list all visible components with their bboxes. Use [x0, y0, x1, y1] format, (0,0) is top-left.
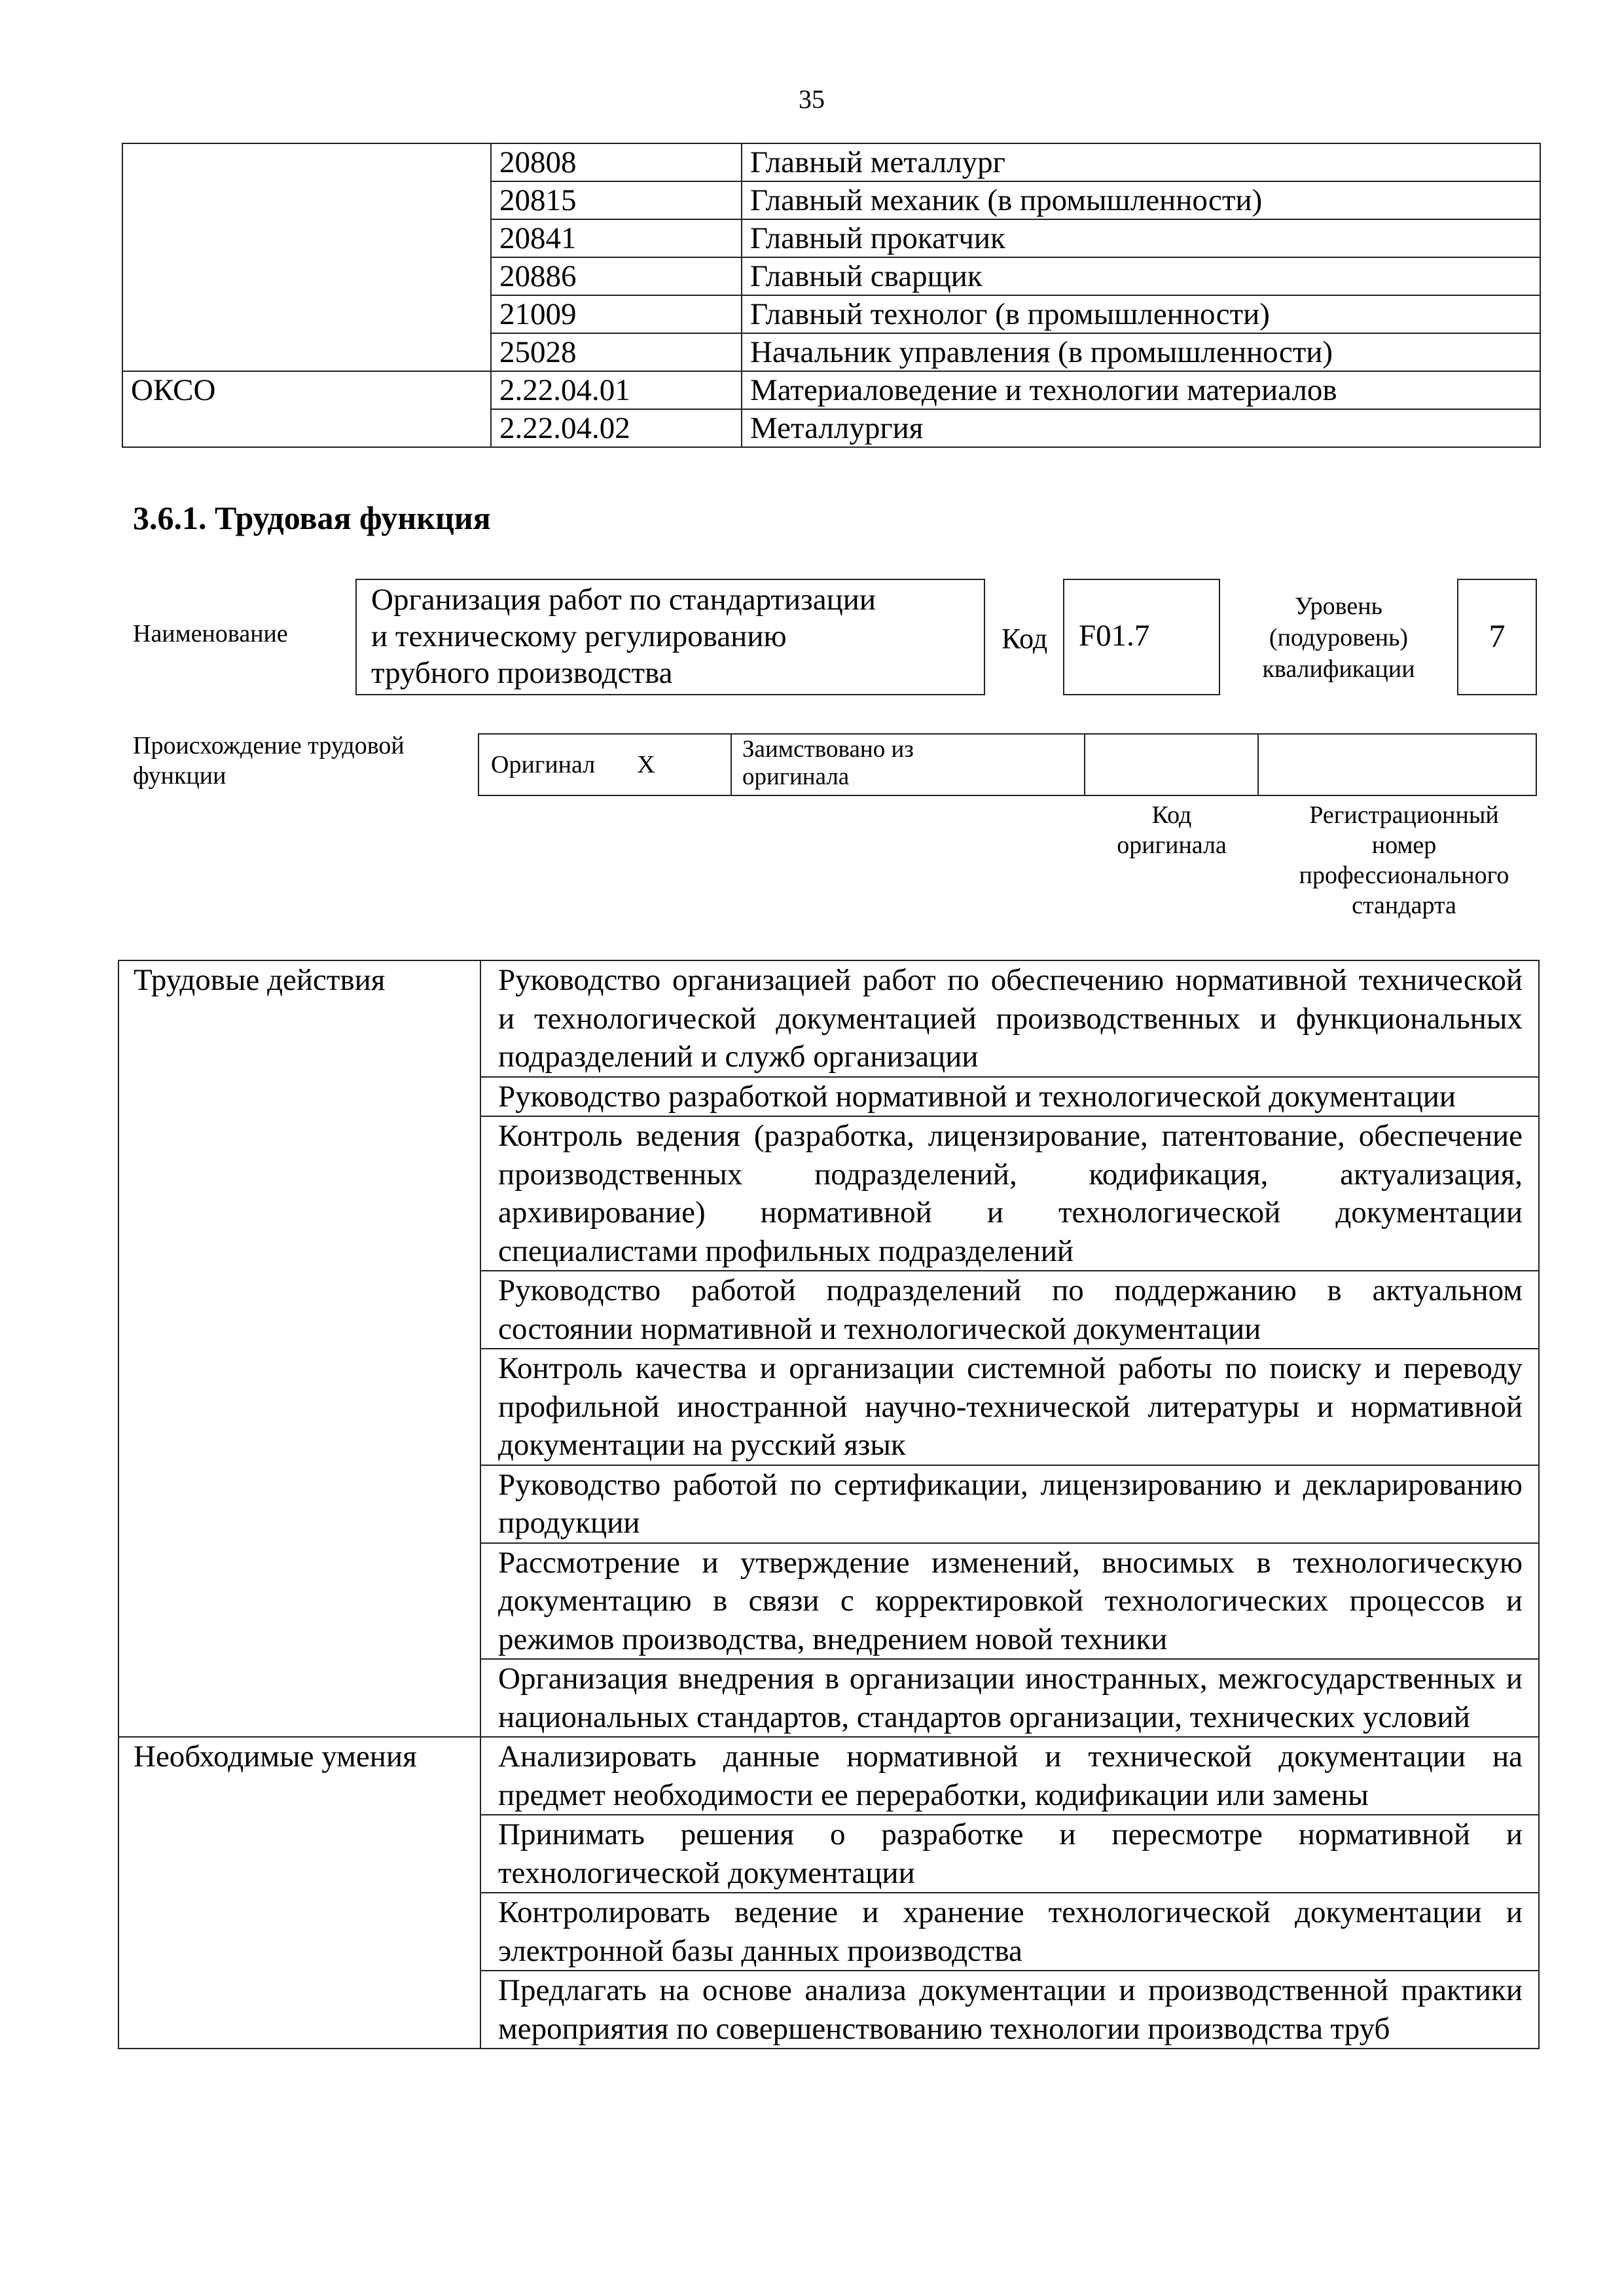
- caption-line: профессионального: [1299, 862, 1509, 889]
- table-row: [118, 1737, 1539, 1815]
- origin-borrowed-cell: [731, 734, 1085, 795]
- caption-line: Код: [1151, 801, 1192, 829]
- registration-number-caption: [1267, 800, 1542, 920]
- okz-code-cell: 25028: [491, 333, 742, 371]
- okz-title-cell: Главный технолог (в промышленности): [742, 295, 1540, 333]
- qualification-level-box: 7: [1457, 579, 1537, 695]
- table-row: [122, 143, 1540, 181]
- section-heading: 3.6.1. Трудовая функция: [133, 500, 491, 536]
- labor-action-item: Рассмотрение и утверждение изменений, вносимых в технологическую документацию в связи с корректировкой технологических процессов и режимов производства, внедрением новой техники: [480, 1543, 1539, 1660]
- labor-action-item: Контроль качества и организации системной работы по поиску и переводу профильной иностранной научно-технической литературы и нормативной документации на русский язык: [480, 1349, 1539, 1465]
- origin-original-cell: [478, 734, 731, 795]
- labor-action-item: Руководство разработкой нормативной и технологической документации: [480, 1077, 1539, 1117]
- labor-action-item: Руководство работой по сертификации, лицензированию и декларированию продукции: [480, 1465, 1539, 1543]
- okz-code-cell: 20886: [491, 257, 742, 295]
- page-number: 35: [799, 84, 825, 114]
- qualification-level-label: [1231, 591, 1447, 685]
- origin-label-line: Происхождение трудовой: [133, 732, 405, 759]
- required-skill-item: Анализировать данные нормативной и технической документации на предмет необходимости ее переработки, кодификации или замены: [480, 1737, 1539, 1815]
- okz-title-cell: Главный механик (в промышленности): [742, 181, 1540, 219]
- borrowed-line: Заимствовано из: [742, 736, 914, 763]
- caption-line: Регистрационный: [1309, 801, 1499, 829]
- required-skills-label: Необходимые умения: [118, 1737, 480, 2049]
- labor-actions-label: Трудовые действия: [118, 960, 480, 1737]
- level-label-line: квалификации: [1262, 655, 1415, 683]
- okso-code-cell: 2.22.04.02: [491, 409, 742, 447]
- okz-title-cell: Начальник управления (в промышленности): [742, 333, 1540, 371]
- labor-action-item: Организация внедрения в организации иностранных, межгосударственных и национальных стандартов, стандартов организации, технических условий: [480, 1659, 1539, 1737]
- labor-action-item: Контроль ведения (разработка, лицензирование, патентование, обеспечение производственных подразделений, кодификация, актуализация, архивирование) нормативной и технологической документации специалистами профильных подразделений: [480, 1116, 1539, 1271]
- level-label-line: (подуровень): [1269, 624, 1409, 651]
- labor-function-table: [118, 960, 1540, 2049]
- borrowed-line: оригинала: [742, 763, 850, 790]
- required-skill-item: Принимать решения о разработке и пересмотре нормативной и технологической документации: [480, 1815, 1539, 1893]
- okso-group-cell: ОКСО: [122, 371, 491, 447]
- function-name-line: трубного производства: [371, 656, 673, 690]
- okz-title-cell: Главный прокатчик: [742, 219, 1540, 257]
- origin-label-line: функции: [133, 762, 226, 790]
- labor-action-item: Руководство работой подразделений по поддержанию в актуальном состоянии нормативной и технологической документации: [480, 1271, 1539, 1349]
- code-value-box: F01.7: [1063, 579, 1220, 695]
- function-name-line: и техническому регулированию: [371, 619, 787, 653]
- caption-line: номер: [1371, 831, 1437, 859]
- okso-code-cell: 2.22.04.01: [491, 371, 742, 409]
- function-name-line: Организация работ по стандартизации: [371, 583, 876, 617]
- code-label: Код: [1001, 623, 1048, 655]
- okz-code-cell: 20841: [491, 219, 742, 257]
- okz-code-cell: 20808: [491, 143, 742, 181]
- okz-okso-table: [122, 143, 1541, 448]
- labor-action-item: Руководство организацией работ по обеспечению нормативной технической и технологической документацией производственных и функциональных подразделений и служб организации: [480, 960, 1539, 1077]
- caption-line: стандарта: [1352, 892, 1456, 919]
- origin-original-label: Оригинал: [491, 751, 596, 778]
- okz-code-cell: 21009: [491, 295, 742, 333]
- origin-label: [133, 731, 405, 791]
- required-skill-item: Предлагать на основе анализа документации и производственной практики мероприятия по совершенствованию технологии производства труб: [480, 1971, 1539, 2049]
- original-code-caption: [1074, 800, 1270, 860]
- table-row: [118, 960, 1539, 1077]
- origin-table: [478, 733, 1537, 796]
- table-row: [122, 371, 1540, 409]
- original-code-cell: [1085, 734, 1258, 795]
- level-label-line: Уровень: [1295, 592, 1382, 620]
- required-skill-item: Контролировать ведение и хранение технологической документации и электронной базы данных производства: [480, 1893, 1539, 1971]
- origin-mark: X: [637, 751, 655, 778]
- name-label: Наименование: [133, 620, 288, 647]
- okz-title-cell: Главный сварщик: [742, 257, 1540, 295]
- okz-group-cell: [122, 143, 491, 371]
- okz-title-cell: Главный металлург: [742, 143, 1540, 181]
- okso-title-cell: Материаловедение и технологии материалов: [742, 371, 1540, 409]
- okso-title-cell: Металлургия: [742, 409, 1540, 447]
- caption-line: оригинала: [1117, 831, 1227, 859]
- okz-code-cell: 20815: [491, 181, 742, 219]
- function-name-box: [355, 579, 985, 695]
- registration-number-cell: [1258, 734, 1536, 795]
